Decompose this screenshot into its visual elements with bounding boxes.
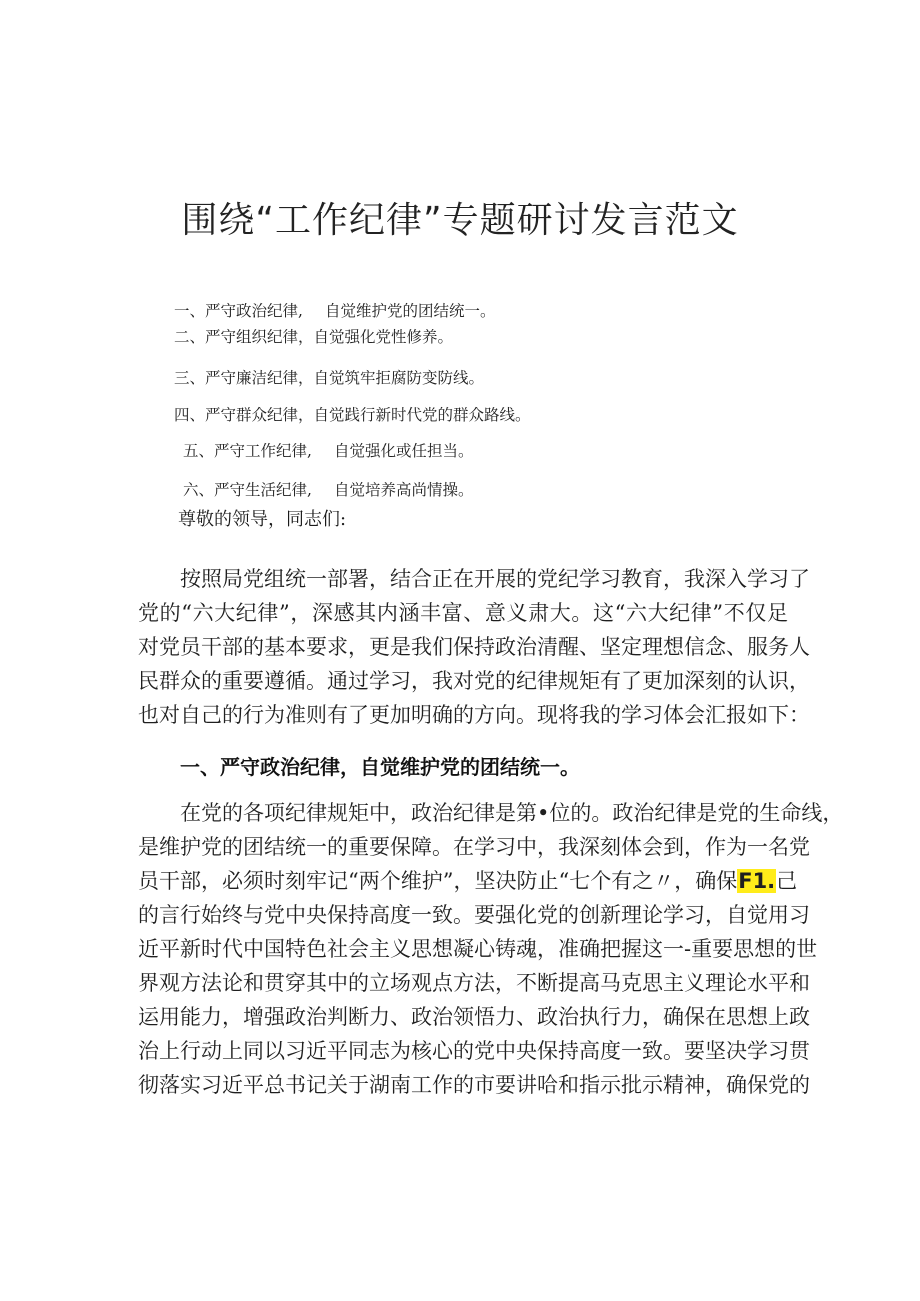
toc-item-6 [183,478,473,500]
toc-item-5-part-a: 五、严守工作纪律, [183,442,312,460]
toc-item-1-part-b: 自觉维护党的团结统一。 [324,302,496,320]
toc-item-4-text: 四、严守群众纪律，自觉践行新时代党的群众路线。 [174,406,531,424]
greeting: 尊敬的领导，同志们: [178,509,347,530]
toc-item-5-part-b: 自觉强化或任担当。 [333,442,474,460]
toc-item-1 [174,299,495,321]
body-line: 是维护党的团结统一的重要保障。在学习中，我深刻体会到，作为一名党 [138,835,810,859]
section-1-paragraph [138,796,844,1102]
toc-item-3 [174,366,484,388]
intro-line: 也对自己的行为准则有了更加明确的方向。现将我的学习体会汇报如下： [138,703,810,727]
body-line: 运用能力，增强政治判断力、政治领悟力、政治执行力，确保在思想上政 [138,1005,810,1029]
section-1-heading: 一、严守政治纪律，自觉维护党的团结统一。 [180,755,580,779]
intro-line: 按照局党组统一部署，结合正在开展的党纪学习教育，我深入学习了 [180,567,810,591]
intro-line: 对党员干部的基本要求，更是我们保持政治清醒、坚定理想信念、服务人 [138,635,810,659]
body-line: 界观方法论和贯穿其中的立场观点方法，不断提高马克思主义理论水平和 [138,971,810,995]
toc-item-2-text: 二、严守组织纪律，自觉强化党性修养。 [174,328,454,346]
body-line: 的言行始终与党中央保持高度一致。要强化党的创新理论学习，自觉用习 [138,903,810,927]
body-line: 近平新时代中国特色社会主义思想凝心铸魂，准确把握这一-重要思想的世 [138,937,818,961]
body-line-with-highlight [138,864,798,898]
body-line: 治上行动上同以习近平同志为核心的党中央保持高度一致。要坚决学习贯 [138,1039,810,1063]
toc-item-4 [174,403,531,425]
body-line: 在党的各项纪律规矩中，政治纪律是第•位的。政治纪律是党的生命线， [180,801,844,825]
toc-item-6-part-a: 六、严守生活纪律, [183,481,312,499]
intro-line: 民群众的重要遵循。通过学习，我对党的纪律规矩有了更加深刻的认识， [138,669,810,693]
body-line-pre: 员干部，必须时刻牢记“两个维护”，坚决防止“七个有之〃，确保 [138,869,738,893]
toc-item-1-part-a: 一、严守政治纪律, [174,302,303,320]
intro-paragraph [138,562,810,732]
body-line-post: 己 [776,869,798,893]
toc-item-2 [174,325,453,347]
highlighted-text: F1. [738,869,776,893]
toc-item-6-part-b: 自觉培养高尚情操。 [333,481,474,499]
intro-line: 党的“六大纪律”，深感其内涵丰富、意义肃大。这“六大纪律”不仅足 [138,601,788,625]
toc-item-3-text: 三、严守廉洁纪律，自觉筑牢拒腐防变防线。 [174,369,485,387]
document-title: 围绕“工作纪律”专题研讨发言范文 [181,200,739,241]
body-line: 彻落实习近平总书记关于湖南工作的市要讲哈和指示批示精神，确保党的 [138,1073,810,1097]
toc-item-5 [183,439,473,461]
